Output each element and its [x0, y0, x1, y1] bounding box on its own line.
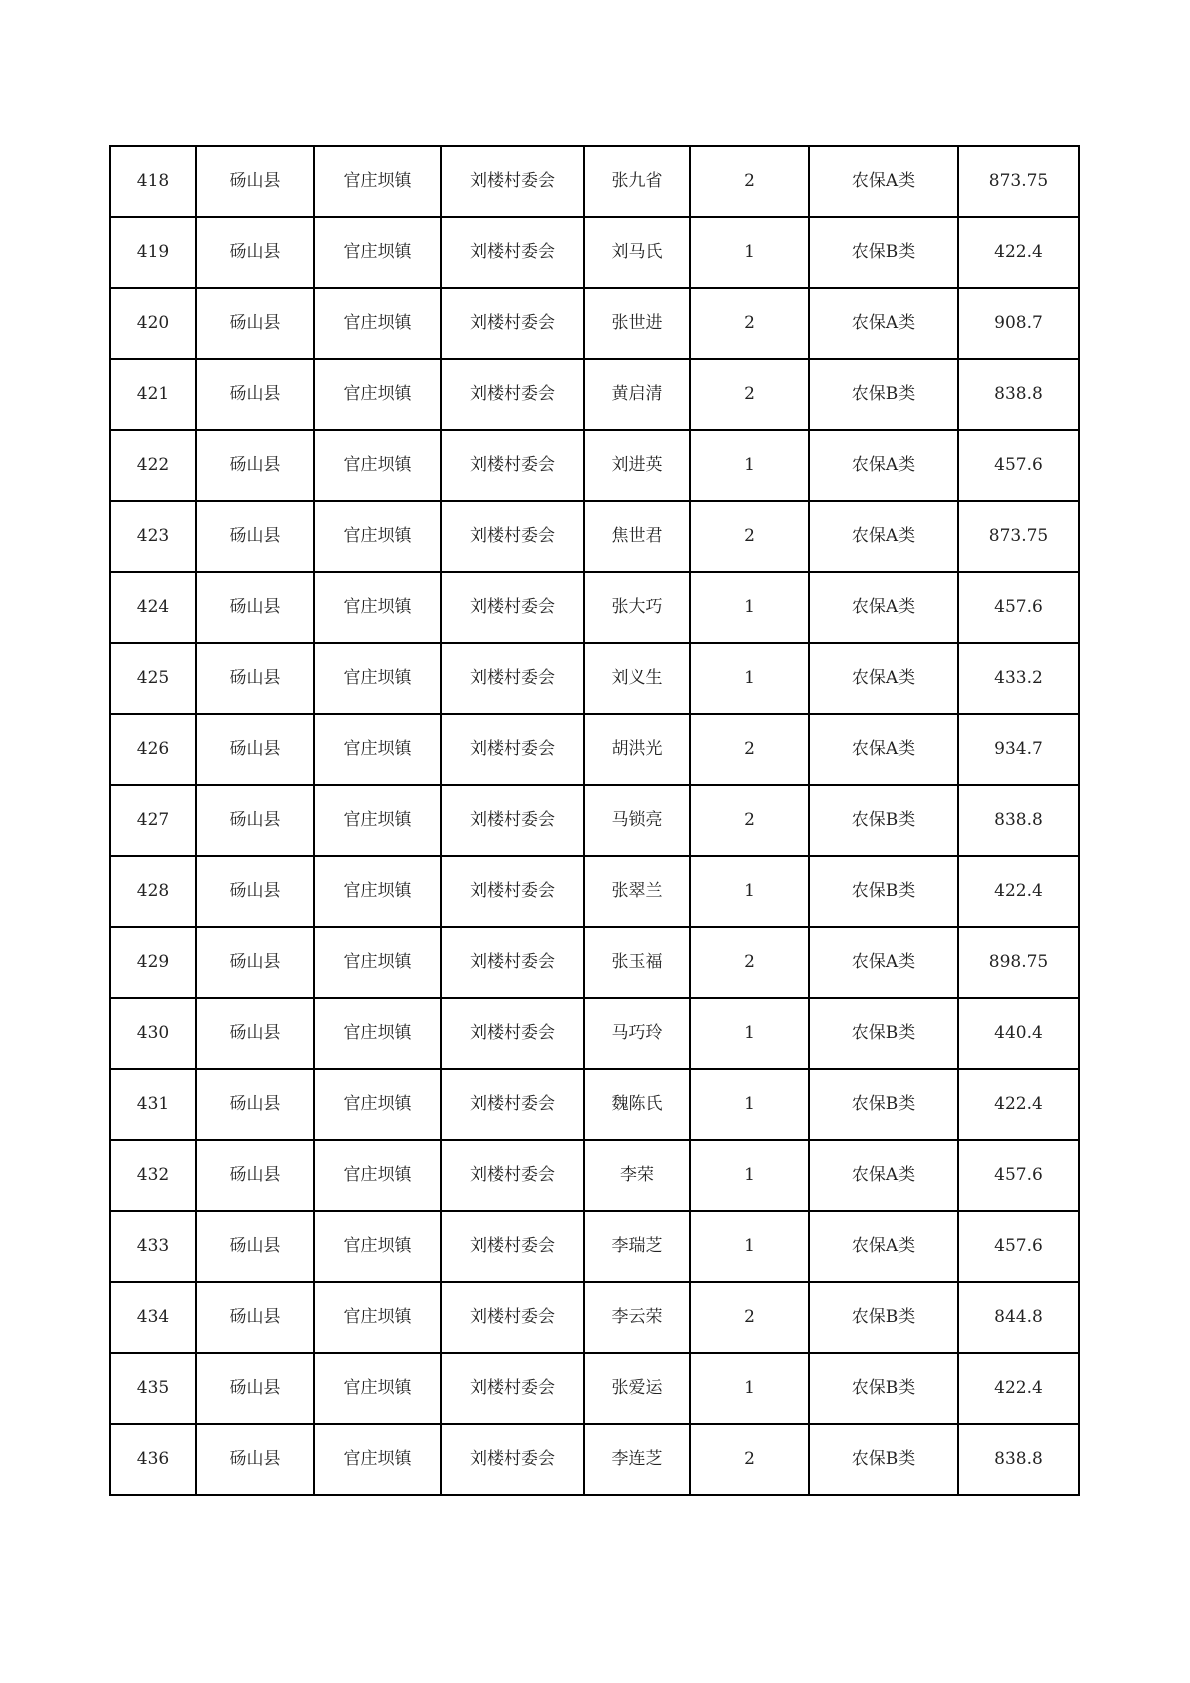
- person-name-cell: 张爱运: [584, 1353, 690, 1424]
- table-row: [110, 1424, 1079, 1495]
- town-cell: 官庄坝镇: [314, 1069, 441, 1140]
- table-row: [110, 643, 1079, 714]
- insurance-category-cell: 农保A类: [809, 714, 958, 785]
- town-cell: 官庄坝镇: [314, 927, 441, 998]
- row-number-cell: 433: [110, 1211, 196, 1282]
- amount-cell: 457.6: [958, 1211, 1079, 1282]
- insurance-category-cell: 农保B类: [809, 1424, 958, 1495]
- town-cell: 官庄坝镇: [314, 501, 441, 572]
- village-committee-cell: 刘楼村委会: [441, 856, 584, 927]
- village-committee-cell: 刘楼村委会: [441, 430, 584, 501]
- row-number-cell: 420: [110, 288, 196, 359]
- amount-cell: 898.75: [958, 927, 1079, 998]
- amount-cell: 422.4: [958, 217, 1079, 288]
- records-table-body: [110, 146, 1079, 1495]
- village-committee-cell: 刘楼村委会: [441, 998, 584, 1069]
- table-row: [110, 217, 1079, 288]
- amount-cell: 422.4: [958, 1353, 1079, 1424]
- county-cell: 砀山县: [196, 1140, 314, 1211]
- town-cell: 官庄坝镇: [314, 1353, 441, 1424]
- records-table: [109, 145, 1080, 1496]
- household-size-cell: 1: [690, 1069, 809, 1140]
- row-number-cell: 422: [110, 430, 196, 501]
- household-size-cell: 1: [690, 1140, 809, 1211]
- insurance-category-cell: 农保B类: [809, 1282, 958, 1353]
- amount-cell: 838.8: [958, 359, 1079, 430]
- town-cell: 官庄坝镇: [314, 1282, 441, 1353]
- amount-cell: 457.6: [958, 430, 1079, 501]
- insurance-category-cell: 农保B类: [809, 856, 958, 927]
- table-row: [110, 1140, 1079, 1211]
- amount-cell: 873.75: [958, 146, 1079, 217]
- village-committee-cell: 刘楼村委会: [441, 1211, 584, 1282]
- insurance-category-cell: 农保B类: [809, 785, 958, 856]
- amount-cell: 934.7: [958, 714, 1079, 785]
- village-committee-cell: 刘楼村委会: [441, 1353, 584, 1424]
- household-size-cell: 2: [690, 785, 809, 856]
- amount-cell: 908.7: [958, 288, 1079, 359]
- village-committee-cell: 刘楼村委会: [441, 572, 584, 643]
- amount-cell: 422.4: [958, 856, 1079, 927]
- village-committee-cell: 刘楼村委会: [441, 1069, 584, 1140]
- table-row: [110, 501, 1079, 572]
- person-name-cell: 张玉福: [584, 927, 690, 998]
- row-number-cell: 423: [110, 501, 196, 572]
- person-name-cell: 黄启清: [584, 359, 690, 430]
- row-number-cell: 434: [110, 1282, 196, 1353]
- household-size-cell: 2: [690, 1282, 809, 1353]
- household-size-cell: 2: [690, 501, 809, 572]
- amount-cell: 844.8: [958, 1282, 1079, 1353]
- row-number-cell: 419: [110, 217, 196, 288]
- town-cell: 官庄坝镇: [314, 288, 441, 359]
- county-cell: 砀山县: [196, 1211, 314, 1282]
- county-cell: 砀山县: [196, 501, 314, 572]
- insurance-category-cell: 农保A类: [809, 643, 958, 714]
- household-size-cell: 1: [690, 1353, 809, 1424]
- village-committee-cell: 刘楼村委会: [441, 217, 584, 288]
- village-committee-cell: 刘楼村委会: [441, 785, 584, 856]
- table-row: [110, 785, 1079, 856]
- person-name-cell: 马巧玲: [584, 998, 690, 1069]
- insurance-category-cell: 农保B类: [809, 359, 958, 430]
- table-row: [110, 1069, 1079, 1140]
- household-size-cell: 1: [690, 856, 809, 927]
- town-cell: 官庄坝镇: [314, 1140, 441, 1211]
- table-row: [110, 998, 1079, 1069]
- insurance-category-cell: 农保A类: [809, 927, 958, 998]
- county-cell: 砀山县: [196, 927, 314, 998]
- insurance-category-cell: 农保A类: [809, 1211, 958, 1282]
- person-name-cell: 李连芝: [584, 1424, 690, 1495]
- row-number-cell: 436: [110, 1424, 196, 1495]
- row-number-cell: 428: [110, 856, 196, 927]
- table-row: [110, 359, 1079, 430]
- person-name-cell: 李云荣: [584, 1282, 690, 1353]
- table-row: [110, 146, 1079, 217]
- amount-cell: 422.4: [958, 1069, 1079, 1140]
- household-size-cell: 1: [690, 643, 809, 714]
- county-cell: 砀山县: [196, 856, 314, 927]
- village-committee-cell: 刘楼村委会: [441, 359, 584, 430]
- county-cell: 砀山县: [196, 288, 314, 359]
- town-cell: 官庄坝镇: [314, 714, 441, 785]
- village-committee-cell: 刘楼村委会: [441, 927, 584, 998]
- village-committee-cell: 刘楼村委会: [441, 288, 584, 359]
- row-number-cell: 430: [110, 998, 196, 1069]
- household-size-cell: 2: [690, 288, 809, 359]
- town-cell: 官庄坝镇: [314, 998, 441, 1069]
- person-name-cell: 张大巧: [584, 572, 690, 643]
- town-cell: 官庄坝镇: [314, 643, 441, 714]
- insurance-category-cell: 农保B类: [809, 217, 958, 288]
- amount-cell: 873.75: [958, 501, 1079, 572]
- insurance-category-cell: 农保B类: [809, 1353, 958, 1424]
- person-name-cell: 李瑞芝: [584, 1211, 690, 1282]
- row-number-cell: 421: [110, 359, 196, 430]
- insurance-category-cell: 农保A类: [809, 146, 958, 217]
- row-number-cell: 431: [110, 1069, 196, 1140]
- person-name-cell: 刘马氏: [584, 217, 690, 288]
- amount-cell: 457.6: [958, 572, 1079, 643]
- table-row: [110, 288, 1079, 359]
- county-cell: 砀山县: [196, 359, 314, 430]
- household-size-cell: 1: [690, 998, 809, 1069]
- household-size-cell: 2: [690, 359, 809, 430]
- amount-cell: 457.6: [958, 1140, 1079, 1211]
- table-row: [110, 1353, 1079, 1424]
- row-number-cell: 427: [110, 785, 196, 856]
- town-cell: 官庄坝镇: [314, 1211, 441, 1282]
- person-name-cell: 胡洪光: [584, 714, 690, 785]
- table-row: [110, 856, 1079, 927]
- row-number-cell: 425: [110, 643, 196, 714]
- table-row: [110, 1211, 1079, 1282]
- town-cell: 官庄坝镇: [314, 1424, 441, 1495]
- table-row: [110, 927, 1079, 998]
- household-size-cell: 2: [690, 927, 809, 998]
- person-name-cell: 魏陈氏: [584, 1069, 690, 1140]
- household-size-cell: 1: [690, 217, 809, 288]
- amount-cell: 838.8: [958, 785, 1079, 856]
- town-cell: 官庄坝镇: [314, 217, 441, 288]
- county-cell: 砀山县: [196, 217, 314, 288]
- table-row: [110, 430, 1079, 501]
- county-cell: 砀山县: [196, 146, 314, 217]
- person-name-cell: 张世进: [584, 288, 690, 359]
- row-number-cell: 424: [110, 572, 196, 643]
- row-number-cell: 432: [110, 1140, 196, 1211]
- county-cell: 砀山县: [196, 998, 314, 1069]
- household-size-cell: 1: [690, 430, 809, 501]
- village-committee-cell: 刘楼村委会: [441, 1424, 584, 1495]
- table-row: [110, 714, 1079, 785]
- village-committee-cell: 刘楼村委会: [441, 714, 584, 785]
- household-size-cell: 1: [690, 572, 809, 643]
- county-cell: 砀山县: [196, 785, 314, 856]
- insurance-category-cell: 农保B类: [809, 998, 958, 1069]
- county-cell: 砀山县: [196, 1424, 314, 1495]
- town-cell: 官庄坝镇: [314, 146, 441, 217]
- county-cell: 砀山县: [196, 572, 314, 643]
- town-cell: 官庄坝镇: [314, 785, 441, 856]
- person-name-cell: 李荣: [584, 1140, 690, 1211]
- insurance-category-cell: 农保A类: [809, 1140, 958, 1211]
- person-name-cell: 焦世君: [584, 501, 690, 572]
- amount-cell: 838.8: [958, 1424, 1079, 1495]
- household-size-cell: 1: [690, 1211, 809, 1282]
- village-committee-cell: 刘楼村委会: [441, 643, 584, 714]
- household-size-cell: 2: [690, 146, 809, 217]
- insurance-category-cell: 农保A类: [809, 430, 958, 501]
- person-name-cell: 刘义生: [584, 643, 690, 714]
- village-committee-cell: 刘楼村委会: [441, 501, 584, 572]
- row-number-cell: 418: [110, 146, 196, 217]
- amount-cell: 433.2: [958, 643, 1079, 714]
- insurance-category-cell: 农保A类: [809, 288, 958, 359]
- row-number-cell: 426: [110, 714, 196, 785]
- person-name-cell: 刘进英: [584, 430, 690, 501]
- county-cell: 砀山县: [196, 643, 314, 714]
- town-cell: 官庄坝镇: [314, 572, 441, 643]
- insurance-category-cell: 农保A类: [809, 572, 958, 643]
- person-name-cell: 张九省: [584, 146, 690, 217]
- county-cell: 砀山县: [196, 1282, 314, 1353]
- village-committee-cell: 刘楼村委会: [441, 146, 584, 217]
- village-committee-cell: 刘楼村委会: [441, 1140, 584, 1211]
- town-cell: 官庄坝镇: [314, 430, 441, 501]
- town-cell: 官庄坝镇: [314, 856, 441, 927]
- person-name-cell: 张翠兰: [584, 856, 690, 927]
- county-cell: 砀山县: [196, 1069, 314, 1140]
- town-cell: 官庄坝镇: [314, 359, 441, 430]
- amount-cell: 440.4: [958, 998, 1079, 1069]
- village-committee-cell: 刘楼村委会: [441, 1282, 584, 1353]
- table-row: [110, 572, 1079, 643]
- household-size-cell: 2: [690, 714, 809, 785]
- county-cell: 砀山县: [196, 1353, 314, 1424]
- insurance-category-cell: 农保B类: [809, 1069, 958, 1140]
- household-size-cell: 2: [690, 1424, 809, 1495]
- county-cell: 砀山县: [196, 430, 314, 501]
- row-number-cell: 429: [110, 927, 196, 998]
- county-cell: 砀山县: [196, 714, 314, 785]
- row-number-cell: 435: [110, 1353, 196, 1424]
- insurance-category-cell: 农保A类: [809, 501, 958, 572]
- person-name-cell: 马锁亮: [584, 785, 690, 856]
- table-row: [110, 1282, 1079, 1353]
